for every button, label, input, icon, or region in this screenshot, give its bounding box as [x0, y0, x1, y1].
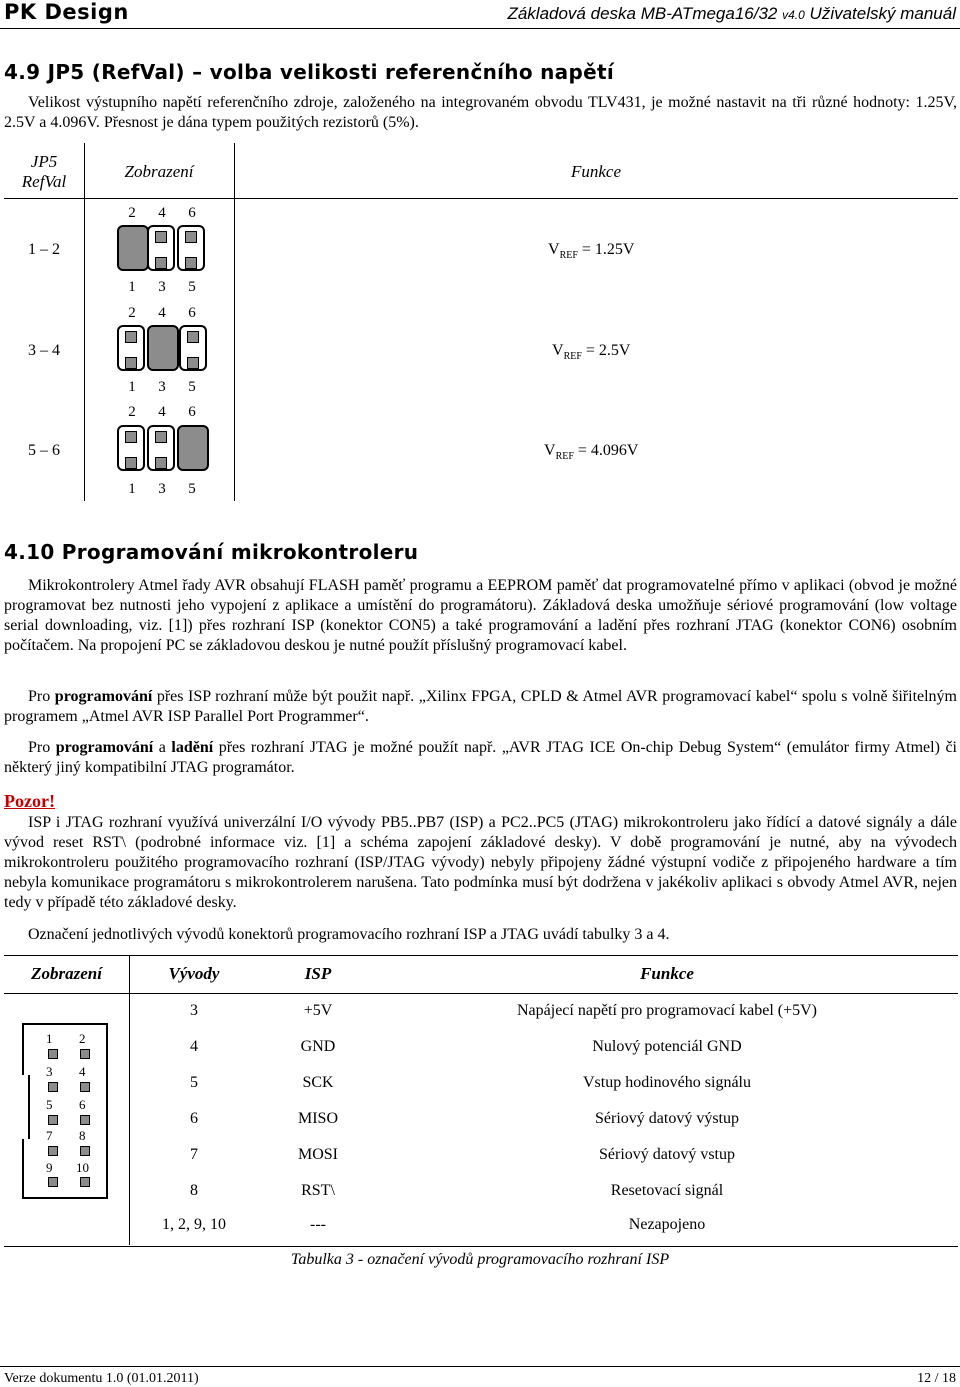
section-4-10-paragraph-1: Mikrokontrolery Atmel řady AVR obsahují FLASH paměť programu a EEPROM paměť dat programovatelné přímo v aplikaci (obvod je možné programovat bez nutnosti jeho vypojení z aplikace a umístění do programátoru). Základová deska umožňuje sériové programování (low voltage serial downloading, viz. [1]) přes rozhraní ISP (konektor CON5) a také programování a ladění přes rozhraní JTAG (konektor CON6) osobním počítačem. Na propojení PC se základovou deskou je nutné použít příslušný programovací kabel.	[4, 577, 957, 654]
table-divider	[234, 143, 235, 501]
title-version: v4.0	[782, 8, 805, 22]
isp-pin-pad	[80, 1082, 90, 1092]
isp-function: Resetovací signál	[610, 1182, 724, 1199]
isp-function: Sériový datový výstup	[595, 1110, 739, 1127]
isp-pin-label: 9	[46, 1160, 53, 1175]
jumper-diagram-1-2	[117, 225, 207, 269]
isp-pin-pad	[80, 1146, 90, 1156]
isp-col-header-isp: ISP	[304, 964, 332, 983]
isp-pin-pad	[48, 1049, 58, 1059]
isp-col-header-pins: Vývody	[168, 964, 220, 983]
section-4-10-heading: 4.10 Programování mikrokontroleru	[4, 540, 419, 564]
isp-pin: 5	[190, 1074, 198, 1091]
isp-pin: 8	[190, 1182, 198, 1199]
section-4-10-paragraph-2: Pro programování přes ISP rozhraní může být použit např. „Xilinx FPGA, CPLD & Atmel AVR programovací kabel“ spolu s volně šiřitelným programem „Atmel AVR ISP Parallel Port Programmer“.	[4, 688, 958, 725]
isp-pin-label: 1	[46, 1031, 53, 1046]
isp-pin-label: 3	[46, 1064, 53, 1079]
bottom-pin-labels: 1 3 5	[128, 379, 196, 395]
isp-pin-label: 4	[79, 1064, 86, 1079]
page-number: 12 / 18	[917, 1371, 956, 1386]
isp-pin-pad	[48, 1115, 58, 1125]
isp-signal: MISO	[297, 1110, 338, 1127]
section-4-10-paragraph-3: Pro programování a ladění přes rozhraní JTAG je možné použít např. „AVR JTAG ICE On-chip Debug System“ (emulátor firmy Atmel) či některý jiný kompatibilní JTAG programátor.	[4, 739, 958, 776]
top-pin-labels: 2 4 6	[128, 305, 196, 321]
isp-pin-label: 2	[79, 1031, 86, 1046]
isp-signal: ---	[310, 1216, 326, 1233]
bottom-pin-labels: 1 3 5	[128, 481, 196, 497]
warning-paragraph: ISP i JTAG rozhraní využívá univerzální I/O vývody PB5..PB7 (ISP) a PC2..PC5 (JTAG) mikrokontroleru jako řídící a datové signály a dále vývod reset RST\ (podrobné informace viz. [1] a schéma zapojení základové desky). V době programování je nutné, aby na vývodech mikrokontroleru použitého programovacího rozhraní (ISP/JTAG vývody) nebyly připojeny žádné výstupní vodiče z připojeného hardware a tím nebyla komunikace programátoru s mikrokontrolerem narušena. Tato podmínka musí být dodržena v jakékoliv aplikaci s obvody Atmel AVR, nejen tedy v případě této základové desky.	[4, 814, 957, 911]
isp-signal: +5V	[303, 1002, 333, 1019]
isp-function: Sériový datový vstup	[599, 1146, 735, 1163]
document-title	[507, 4, 956, 24]
isp-function: Napájecí napětí pro programovací kabel (+5V)	[516, 1002, 817, 1019]
jumper-setting: 1 – 2	[28, 241, 60, 258]
display-col-header: Zobrazení	[124, 162, 194, 181]
isp-pin-pad	[80, 1177, 90, 1187]
isp-col-header-function: Funkce	[640, 964, 694, 983]
title-main: Základová deska MB-ATmega16/32	[507, 4, 778, 23]
title-tail: Uživatelský manuál	[809, 4, 956, 23]
bottom-pin-labels: 1 3 5	[128, 279, 196, 295]
isp-table	[4, 955, 958, 1245]
brand-name: PK Design	[4, 0, 129, 24]
jumper-diagram-3-4	[117, 325, 207, 369]
isp-pin: 4	[190, 1038, 198, 1055]
isp-pin-label: 7	[46, 1128, 53, 1143]
table-divider	[4, 198, 958, 199]
top-pin-labels: 2 4 6	[128, 404, 196, 420]
vref-value: $V_{REF} = 1.25V$	[548, 241, 635, 262]
isp-pin: 1, 2, 9, 10	[162, 1216, 226, 1233]
isp-connector-key	[20, 1075, 30, 1139]
document-version: Verze dokumentu 1.0 (01.01.2011)	[4, 1371, 199, 1386]
isp-pin: 7	[190, 1146, 198, 1163]
isp-signal: RST\	[301, 1182, 335, 1199]
isp-pin-label: 10	[76, 1160, 89, 1175]
table-caption: Tabulka 3 - označení vývodů programovacího rozhraní ISP	[290, 1251, 670, 1268]
jumper-col-header: JP5 RefVal	[21, 152, 67, 191]
isp-function: Nulový potenciál GND	[592, 1038, 742, 1055]
warning-title: Pozor!	[4, 791, 55, 811]
vref-value: $V_{REF} = 2.5V$	[552, 342, 631, 363]
top-pin-labels: 2 4 6	[128, 205, 196, 221]
isp-signal: GND	[300, 1038, 336, 1055]
isp-pin: 3	[190, 1002, 198, 1019]
isp-pin-pad	[48, 1146, 58, 1156]
isp-pin-label: 6	[79, 1097, 86, 1112]
isp-function: Nezapojeno	[628, 1216, 706, 1233]
isp-signal: MOSI	[297, 1146, 338, 1163]
jumper-table	[4, 143, 958, 501]
isp-pin-pad	[80, 1049, 90, 1059]
section-4-9-body: Velikost výstupního napětí referenčního zdroje, založeného na integrovaném obvodu TLV431, je možné nastavit na tři různé hodnoty: 1.25V, 2.5V a 4.096V. Přesnost je dána typem použitých rezistorů (5%).	[4, 94, 957, 131]
jumper-setting: 3 – 4	[28, 342, 60, 359]
function-col-header: Funkce	[570, 162, 622, 181]
section-4-9-heading: 4.9 JP5 (RefVal) – volba velikosti referenčního napětí	[4, 60, 614, 84]
page-header	[0, 0, 960, 29]
isp-function: Vstup hodinového signálu	[583, 1074, 751, 1091]
isp-col-header-display: Zobrazení	[31, 964, 102, 983]
isp-pin: 6	[190, 1110, 198, 1127]
isp-pin-label: 8	[79, 1128, 86, 1143]
isp-signal: SCK	[302, 1074, 334, 1091]
isp-connector-diagram	[22, 1023, 108, 1199]
jumper-setting: 5 – 6	[28, 442, 60, 459]
isp-pin-label: 5	[46, 1097, 53, 1112]
page-footer	[0, 1366, 960, 1387]
isp-pin-pad	[48, 1082, 58, 1092]
isp-pin-pad	[48, 1177, 58, 1187]
table-divider	[84, 143, 85, 501]
isp-pin-pad	[80, 1115, 90, 1125]
vref-value: $V_{REF} = 4.096V$	[544, 442, 639, 463]
table-reference-paragraph: Označení jednotlivých vývodů konektorů programovacího rozhraní ISP a JTAG uvádí tabulky 3 a 4.	[28, 926, 670, 943]
jumper-diagram-5-6	[117, 425, 207, 469]
